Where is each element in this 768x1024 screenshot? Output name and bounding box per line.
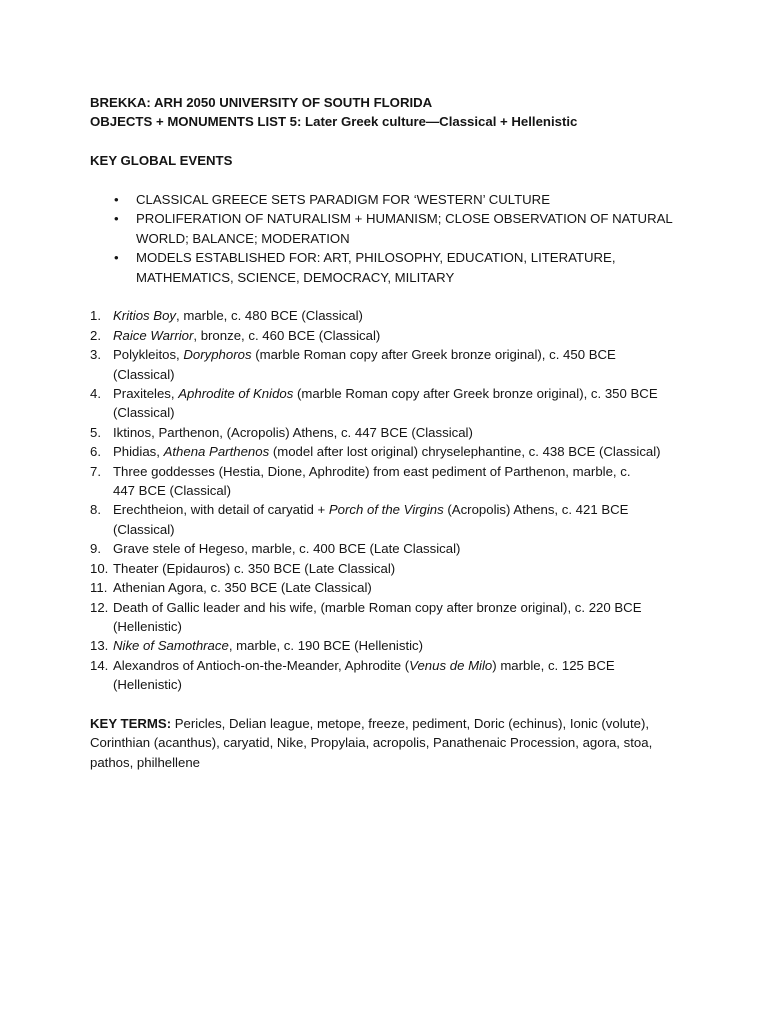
object-number: 3.: [90, 347, 101, 363]
object-item: [90, 442, 700, 461]
object-text: , marble, c. 480 BCE (Classical): [176, 308, 363, 324]
object-text: Iktinos, Parthenon, (Acropolis) Athens, c. 447 BCE (Classical): [113, 424, 473, 440]
course-title: BREKKA: ARH 2050 UNIVERSITY OF SOUTH FLORIDA: [90, 95, 433, 110]
object-number: 9.: [90, 541, 101, 557]
objects-list: [90, 306, 700, 694]
object-line: [113, 442, 700, 461]
object-text: Polykleitos,: [113, 347, 184, 363]
object-line: [113, 384, 700, 403]
object-number: 2.: [90, 327, 101, 343]
event-text: PROLIFERATION OF NATURALISM + HUMANISM; CLOSE OBSERVATION OF NATURAL: [136, 211, 673, 227]
object-number: 1.: [90, 308, 101, 324]
object-text: Phidias,: [113, 444, 164, 460]
spacer: [90, 287, 700, 306]
object-line: [113, 345, 700, 364]
object-number: 14.: [90, 657, 109, 673]
object-text: Alexandros of Antioch-on-the-Meander, Aphrodite (: [113, 657, 410, 673]
object-item: [90, 423, 700, 442]
key-terms-line: Pericles, Delian league, metope, freeze, pediment, Doric (echinus), Ionic (volute),: [174, 715, 650, 731]
object-text: (model after lost original) chryselephantine, c. 438 BCE (Classical): [269, 444, 661, 460]
object-number: 5.: [90, 424, 101, 440]
object-title: Porch of the Virgins: [328, 502, 444, 518]
object-number: 4.: [90, 386, 101, 402]
event-item: [90, 209, 700, 248]
bullet-icon: •: [114, 250, 119, 266]
object-line: [113, 675, 700, 694]
object-title: Nike of Samothrace: [113, 638, 229, 654]
object-line: [113, 306, 700, 325]
object-line: [113, 539, 700, 558]
object-item: [90, 578, 700, 597]
object-line: [113, 500, 700, 519]
key-terms-line: pathos, philhellene: [90, 754, 200, 770]
key-terms: [90, 714, 700, 772]
object-number: 8.: [90, 502, 101, 518]
object-text: Praxiteles,: [113, 386, 179, 402]
object-text: (Acropolis) Athens, c. 421 BCE: [443, 502, 629, 518]
object-title: Doryphoros: [183, 347, 252, 363]
object-title: Raice Warrior: [113, 327, 194, 343]
object-line: [113, 656, 700, 675]
object-item: [90, 656, 700, 695]
object-text: (Classical): [113, 521, 175, 537]
bullet-icon: •: [114, 192, 119, 207]
object-item: [90, 345, 700, 384]
object-title: Athena Parthenos: [163, 444, 270, 460]
object-number: 11.: [90, 580, 108, 596]
object-title: Kritios Boy: [113, 308, 177, 324]
object-number: 13.: [90, 638, 109, 654]
object-line: [113, 559, 700, 578]
object-line: [113, 520, 700, 539]
event-text: WORLD; BALANCE; MODERATION: [136, 230, 350, 246]
object-text: (marble Roman copy after Greek bronze original), c. 450 BCE: [251, 347, 616, 363]
spacer: [90, 695, 700, 714]
object-line: [113, 617, 700, 636]
object-number: 12.: [90, 599, 109, 615]
object-item: [90, 598, 700, 637]
event-item: [90, 190, 700, 209]
event-text: MODELS ESTABLISHED FOR: ART, PHILOSOPHY, EDUCATION, LITERATURE,: [136, 250, 616, 266]
object-number: 7.: [90, 463, 101, 479]
spacer: [90, 171, 700, 190]
object-text: Erechtheion, with detail of caryatid +: [113, 502, 329, 518]
object-text: (marble Roman copy after Greek bronze original), c. 350 BCE: [293, 386, 658, 402]
object-text: (Hellenistic): [113, 677, 182, 693]
document-content: [90, 93, 700, 772]
object-line: [113, 598, 700, 617]
object-number: 10.: [90, 560, 109, 576]
object-text: (Classical): [113, 405, 175, 421]
object-line: [113, 365, 700, 384]
object-line: [113, 326, 700, 345]
object-line: [113, 481, 700, 500]
bullet-icon: •: [114, 211, 119, 227]
object-line: [113, 636, 700, 655]
object-item: [90, 326, 700, 345]
object-text: , marble, c. 190 BCE (Hellenistic): [228, 638, 424, 654]
event-text: CLASSICAL GREECE SETS PARADIGM FOR ‘WESTERN’ CULTURE: [136, 192, 550, 207]
object-text: Athenian Agora, c. 350 BCE (Late Classical): [113, 580, 372, 596]
object-text: Death of Gallic leader and his wife, (marble Roman copy after bronze original), c. 220 BCE: [113, 599, 642, 615]
object-line: [113, 578, 700, 597]
object-item: [90, 462, 700, 501]
object-item: [90, 636, 700, 655]
object-line: [113, 403, 700, 422]
event-item: [90, 248, 700, 287]
key-terms-line: Corinthian (acanthus), caryatid, Nike, Propylaia, acropolis, Panathenaic Procession, agora, stoa,: [90, 735, 653, 751]
object-text: Three goddesses (Hestia, Dione, Aphrodite) from east pediment of Parthenon, marble, c.: [113, 463, 631, 479]
object-line: [113, 462, 700, 481]
key-terms-label: KEY TERMS:: [90, 715, 172, 731]
object-number: 6.: [90, 444, 101, 460]
object-text: 447 BCE (Classical): [113, 483, 231, 499]
spacer: [90, 132, 700, 151]
event-text: MATHEMATICS, SCIENCE, DEMOCRACY, MILITARY: [136, 269, 455, 285]
object-text: Theater (Epidauros) c. 350 BCE (Late Classical): [113, 560, 396, 576]
object-item: [90, 306, 700, 325]
object-line: [113, 423, 700, 442]
events-heading: KEY GLOBAL EVENTS: [90, 153, 233, 169]
object-text: , bronze, c. 460 BCE (Classical): [193, 327, 381, 343]
object-title: Venus de Milo: [409, 657, 493, 673]
object-item: [90, 539, 700, 558]
object-title: Aphrodite of Knidos: [178, 386, 294, 402]
object-item: [90, 500, 700, 539]
object-item: [90, 559, 700, 578]
object-item: [90, 384, 700, 423]
events-list: [90, 190, 700, 287]
object-text: Grave stele of Hegeso, marble, c. 400 BCE (Late Classical): [113, 541, 461, 557]
list-title: OBJECTS + MONUMENTS LIST 5: Later Greek culture—Classical + Hellenistic: [90, 114, 578, 130]
object-text: (Hellenistic): [113, 618, 182, 634]
object-text: ) marble, c. 125 BCE: [492, 657, 615, 673]
object-text: (Classical): [113, 366, 175, 382]
